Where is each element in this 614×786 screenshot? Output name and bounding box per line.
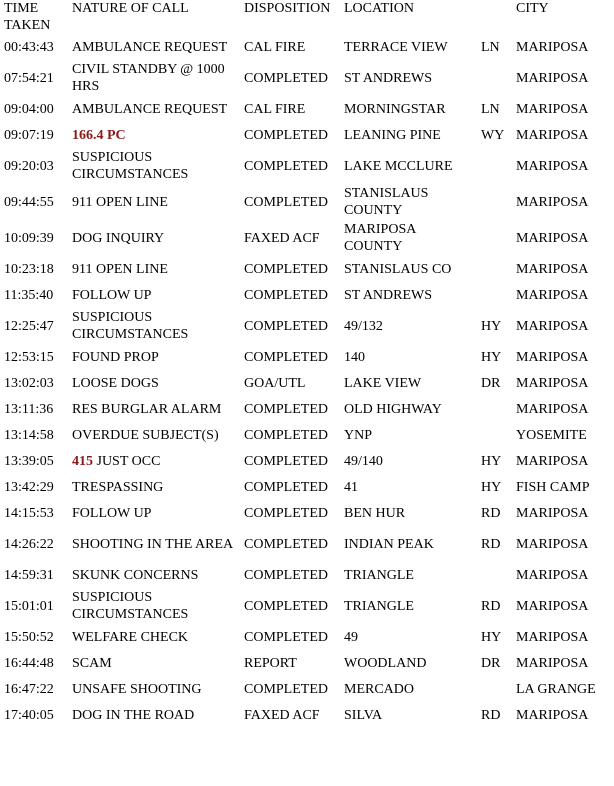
cell-street-type — [477, 148, 512, 184]
cell-city: YOSEMITE — [516, 427, 587, 443]
table-row — [0, 282, 614, 308]
table-row — [0, 500, 614, 526]
cell-nature: WELFARE CHECK — [72, 629, 189, 645]
cell-street-type: RD — [481, 536, 501, 552]
header-row — [0, 0, 614, 34]
cell-street-type: WY — [481, 127, 505, 143]
cell-street-type: DR — [481, 655, 501, 671]
cell-disposition: COMPLETED — [244, 70, 328, 86]
cell-nature: SCAM — [72, 655, 112, 671]
cell-location: 49/132 — [344, 318, 383, 334]
table-row — [0, 676, 614, 702]
table-row — [0, 96, 614, 122]
cell-nature: 911 OPEN LINE — [72, 194, 168, 210]
cell-location: 49 — [344, 629, 358, 645]
table-row — [0, 148, 614, 184]
cell-street-type — [477, 220, 512, 256]
penal-code: 166.4 PC — [72, 127, 126, 143]
cell-city: MARIPOSA — [516, 101, 589, 117]
cell-location: STANISLAUS COUNTY — [344, 186, 429, 218]
cell-location: TRIANGLE — [344, 567, 414, 583]
cell-nature — [68, 448, 240, 474]
cell-location: MORNINGSTAR — [344, 101, 446, 117]
cell-nature: FOLLOW UP — [72, 505, 152, 521]
cell-street-type — [477, 282, 512, 308]
cell-disposition: COMPLETED — [244, 349, 328, 365]
cell-location: ST ANDREWS — [344, 70, 433, 86]
cell-street-type: RD — [481, 598, 501, 614]
cell-city: MARIPOSA — [516, 707, 589, 723]
cell-disposition: CAL FIRE — [244, 39, 306, 55]
table-row — [0, 34, 614, 60]
cell-time: 14:15:53 — [4, 505, 54, 521]
cell-disposition: COMPLETED — [244, 127, 328, 143]
cell-disposition: COMPLETED — [244, 479, 328, 495]
cell-disposition: COMPLETED — [244, 567, 328, 583]
cell-location: MARIPOSA COUNTY — [344, 222, 416, 254]
table-body — [0, 34, 614, 728]
cell-city: MARIPOSA — [516, 158, 589, 174]
cell-location: 140 — [344, 349, 365, 365]
cell-nature — [68, 122, 240, 148]
cell-disposition: FAXED ACF — [244, 707, 320, 723]
cell-nature: SKUNK CONCERNS — [72, 567, 199, 583]
table-row — [0, 60, 614, 96]
table-row — [0, 184, 614, 220]
cell-location: INDIAN PEAK — [344, 536, 434, 552]
cell-disposition: COMPLETED — [244, 287, 328, 303]
cell-disposition: COMPLETED — [244, 158, 328, 174]
cell-time: 16:47:22 — [4, 681, 54, 697]
cell-city: FISH CAMP — [516, 479, 590, 495]
cell-street-type: RD — [481, 707, 501, 723]
cell-time: 13:14:58 — [4, 427, 54, 443]
cell-time: 13:11:36 — [4, 401, 54, 417]
cell-time: 14:59:31 — [4, 567, 54, 583]
cell-location: LAKE VIEW — [344, 375, 422, 391]
cell-time: 10:23:18 — [4, 261, 54, 277]
table-row — [0, 422, 614, 448]
table-row — [0, 370, 614, 396]
cell-nature: RES BURGLAR ALARM — [72, 401, 222, 417]
cell-disposition: COMPLETED — [244, 261, 328, 277]
table-row — [0, 256, 614, 282]
cell-location: LAKE MCCLURE — [344, 158, 453, 174]
table-row — [0, 562, 614, 588]
cell-nature: FOLLOW UP — [72, 287, 152, 303]
cell-nature: SUSPICIOUS CIRCUMSTANCES — [72, 590, 189, 622]
cell-time: 13:39:05 — [4, 453, 54, 469]
cell-time: 17:40:05 — [4, 707, 54, 723]
header-disposition: DISPOSITION — [244, 1, 331, 16]
table-header — [0, 0, 614, 34]
cell-street-type — [477, 562, 512, 588]
cell-street-type: HY — [481, 479, 502, 495]
header-street-type — [477, 0, 512, 34]
cell-time: 00:43:43 — [4, 39, 54, 55]
cell-time: 15:50:52 — [4, 629, 54, 645]
cell-location: YNP — [344, 427, 373, 443]
cell-street-type — [477, 60, 512, 96]
cell-city: MARIPOSA — [516, 349, 589, 365]
cell-city: MARIPOSA — [516, 598, 589, 614]
table-row — [0, 396, 614, 422]
cell-city: MARIPOSA — [516, 230, 589, 246]
cell-city: MARIPOSA — [516, 318, 589, 334]
cell-nature: SUSPICIOUS CIRCUMSTANCES — [72, 310, 189, 342]
cell-disposition: COMPLETED — [244, 536, 328, 552]
cell-disposition: COMPLETED — [244, 453, 328, 469]
cell-street-type: RD — [481, 505, 501, 521]
cell-location: WOODLAND — [344, 655, 427, 671]
cell-city: MARIPOSA — [516, 375, 589, 391]
header-nature-of-call: NATURE OF CALL — [72, 1, 189, 16]
cell-nature: CIVIL STANDBY @ 1000 HRS — [72, 62, 225, 94]
cell-time: 12:25:47 — [4, 318, 54, 334]
cell-nature: TRESPASSING — [72, 479, 164, 495]
cell-city: MARIPOSA — [516, 536, 589, 552]
table-row — [0, 448, 614, 474]
cell-disposition: COMPLETED — [244, 629, 328, 645]
cell-city: MARIPOSA — [516, 453, 589, 469]
cell-city: MARIPOSA — [516, 401, 589, 417]
cell-time: 10:09:39 — [4, 230, 54, 246]
table-row — [0, 344, 614, 370]
table-row — [0, 702, 614, 728]
cell-disposition: COMPLETED — [244, 194, 328, 210]
cell-time: 09:44:55 — [4, 194, 54, 210]
cell-street-type — [477, 396, 512, 422]
cell-time: 16:44:48 — [4, 655, 54, 671]
cell-time: 15:01:01 — [4, 598, 54, 614]
cell-location: TRIANGLE — [344, 598, 414, 614]
cell-city: MARIPOSA — [516, 127, 589, 143]
cell-time: 13:02:03 — [4, 375, 54, 391]
cell-disposition: COMPLETED — [244, 427, 328, 443]
table-row — [0, 650, 614, 676]
cell-city: MARIPOSA — [516, 39, 589, 55]
cell-nature: DOG IN THE ROAD — [72, 707, 195, 723]
cell-location: ST ANDREWS — [344, 287, 433, 303]
cell-location: 41 — [344, 479, 358, 495]
cell-street-type: HY — [481, 629, 502, 645]
penal-code: 415 — [72, 453, 93, 469]
cell-disposition: COMPLETED — [244, 318, 328, 334]
cell-street-type — [477, 256, 512, 282]
cell-city: MARIPOSA — [516, 261, 589, 277]
cell-disposition: COMPLETED — [244, 401, 328, 417]
cell-city: MARIPOSA — [516, 287, 589, 303]
table-row — [0, 624, 614, 650]
cell-time: 09:04:00 — [4, 101, 54, 117]
header-city: CITY — [516, 1, 549, 16]
cell-nature: FOUND PROP — [72, 349, 159, 365]
cell-disposition: REPORT — [244, 655, 297, 671]
table-row — [0, 526, 614, 562]
cell-street-type: LN — [481, 39, 500, 55]
table-row — [0, 588, 614, 624]
cell-nature: SHOOTING IN THE AREA — [72, 536, 234, 552]
cell-city: MARIPOSA — [516, 70, 589, 86]
cell-city: MARIPOSA — [516, 194, 589, 210]
table-row — [0, 220, 614, 256]
cell-street-type: HY — [481, 318, 502, 334]
cell-street-type — [477, 422, 512, 448]
cell-disposition: COMPLETED — [244, 681, 328, 697]
cell-city: LA GRANGE — [516, 681, 596, 697]
header-time-taken: TIME TAKEN — [4, 1, 51, 33]
cell-street-type: DR — [481, 375, 501, 391]
cell-nature: SUSPICIOUS CIRCUMSTANCES — [72, 150, 189, 182]
cell-city: MARIPOSA — [516, 505, 589, 521]
cell-location: STANISLAUS CO — [344, 261, 452, 277]
table-row — [0, 122, 614, 148]
table-row — [0, 474, 614, 500]
cell-location: TERRACE VIEW — [344, 39, 448, 55]
cell-city: MARIPOSA — [516, 629, 589, 645]
cell-street-type — [477, 676, 512, 702]
cell-disposition: GOA/UTL — [244, 375, 306, 391]
cell-location: OLD HIGHWAY — [344, 401, 442, 417]
cell-location: SILVA — [344, 707, 383, 723]
cell-disposition: COMPLETED — [244, 505, 328, 521]
cell-location: BEN HUR — [344, 505, 406, 521]
cell-nature: DOG INQUIRY — [72, 230, 165, 246]
cell-time: 09:20:03 — [4, 158, 54, 174]
cell-nature: LOOSE DOGS — [72, 375, 159, 391]
cell-location: 49/140 — [344, 453, 383, 469]
cell-nature: AMBULANCE REQUEST — [72, 101, 228, 117]
cell-time: 11:35:40 — [4, 287, 54, 303]
cell-location: LEANING PINE — [344, 127, 441, 143]
cell-disposition: FAXED ACF — [244, 230, 320, 246]
cell-nature: OVERDUE SUBJECT(S) — [72, 427, 219, 443]
table-row — [0, 308, 614, 344]
header-location: LOCATION — [344, 1, 414, 16]
cell-street-type — [477, 184, 512, 220]
cell-time: 07:54:21 — [4, 70, 54, 86]
cell-time: 14:26:22 — [4, 536, 54, 552]
cell-time: 12:53:15 — [4, 349, 54, 365]
cell-street-type: HY — [481, 453, 502, 469]
cell-street-type: HY — [481, 349, 502, 365]
cell-nature: UNSAFE SHOOTING — [72, 681, 202, 697]
cell-time: 09:07:19 — [4, 127, 54, 143]
cell-time: 13:42:29 — [4, 479, 54, 495]
nature-text: JUST OCC — [93, 453, 161, 469]
cell-city: MARIPOSA — [516, 567, 589, 583]
cell-location: MERCADO — [344, 681, 415, 697]
cell-nature: 911 OPEN LINE — [72, 261, 168, 277]
cell-disposition: CAL FIRE — [244, 101, 306, 117]
cell-disposition: COMPLETED — [244, 598, 328, 614]
cell-street-type: LN — [481, 101, 500, 117]
cell-city: MARIPOSA — [516, 655, 589, 671]
cell-nature: AMBULANCE REQUEST — [72, 39, 228, 55]
